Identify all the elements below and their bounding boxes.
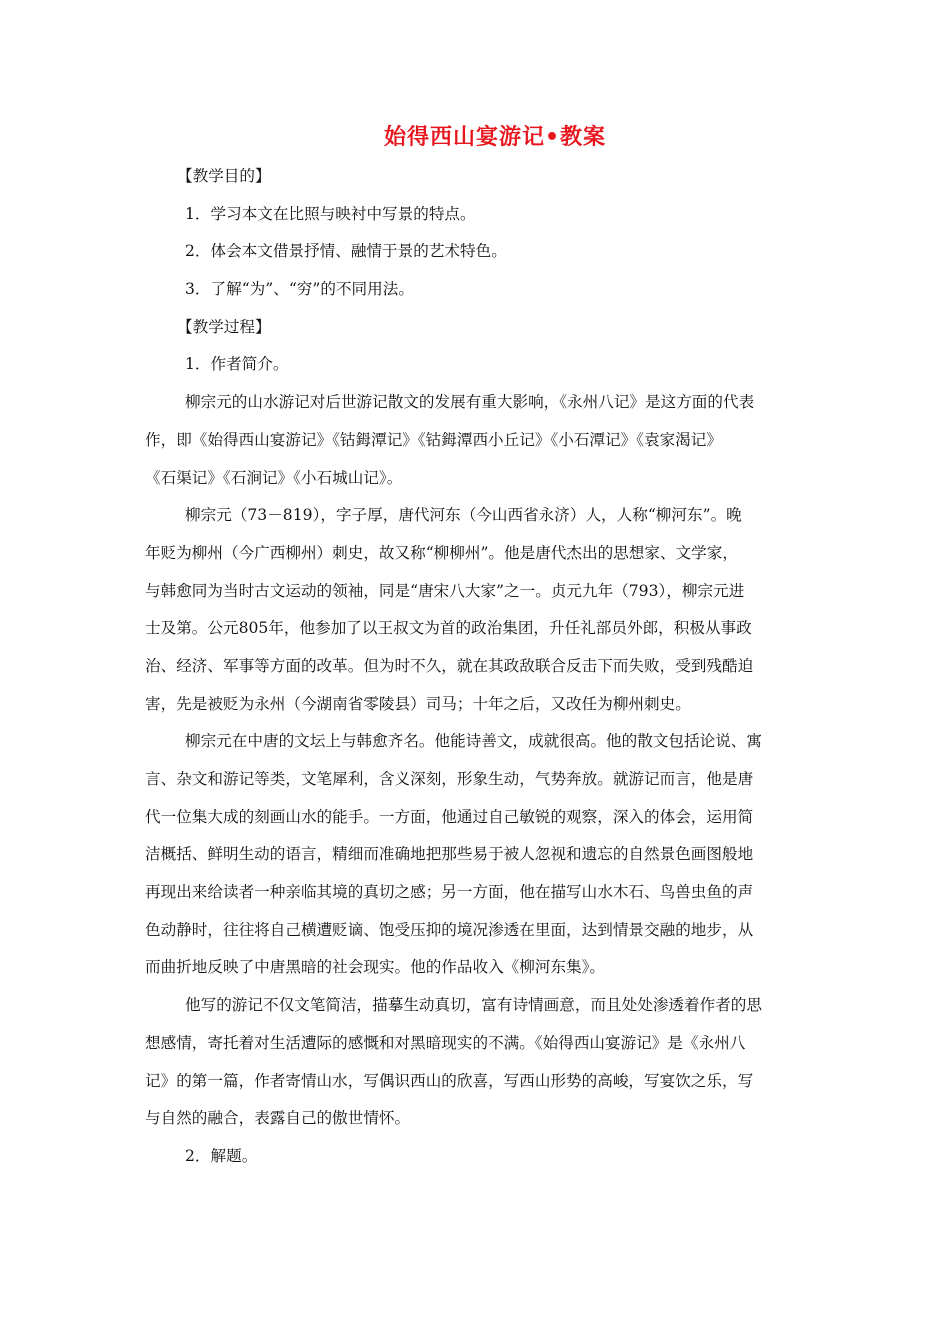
text-line: 再现出来给读者一种亲临其境的真切之感；另一方面，他在描写山水木石、鸟兽虫鱼的声 <box>145 883 754 902</box>
text-line: 害，先是被贬为永州（今湖南省零陵县）司马；十年之后，又改任为柳州刺史。 <box>145 694 691 713</box>
section-heading: 【教学过程】 <box>177 317 271 336</box>
text-line: 1．学习本文在比照与映衬中写景的特点。 <box>185 204 476 223</box>
text-line: 色动静时，往往将自己横遭贬谪、饱受压抑的境况渗透在里面，达到情景交融的地步，从 <box>145 920 754 939</box>
text-line: 柳宗元（73－819），字子厚，唐代河东（今山西省永济）人，人称“柳河东”。晚 <box>185 506 742 525</box>
text-line: 言、杂文和游记等类，文笔犀利，含义深刻，形象生动，气势奔放。就游记而言，他是唐 <box>145 770 754 788</box>
text-line: 治、经济、军事等方面的改革。但为时不久，就在其政敌联合反击下而失败，受到残酷迫 <box>145 656 754 675</box>
text-line: 3．了解“为”、“穷”的不同用法。 <box>185 280 414 299</box>
text-line: 记》的第一篇，作者寄情山水，写偶识西山的欣喜，写西山形势的高峻，写宴饮之乐，写 <box>145 1071 754 1090</box>
text-line: 年贬为柳州（今广西柳州）刺史，故又称“柳柳州”。他是唐代杰出的思想家、文学家， <box>145 543 738 562</box>
text-line: 而曲折地反映了中唐黑暗的社会现实。他的作品收入《柳河东集》。 <box>145 958 606 977</box>
text-line: 代一位集大成的刻画山水的能手。一方面，他通过自己敏锐的观察，深入的体会，运用简 <box>145 807 754 826</box>
text-line: 想感情，寄托着对生活遭际的感慨和对黑暗现实的不满。《始得西山宴游记》是《永州八 <box>145 1033 746 1052</box>
document-title: 始得西山宴游记•教案 <box>383 125 607 150</box>
text-line: 作，即《始得西山宴游记》《钴鉧潭记》《钴鉧潭西小丘记》《小石潭记》《袁家渴记》 <box>145 430 722 449</box>
text-line: 《石渠记》《石涧记》《小石城山记》。 <box>145 468 403 487</box>
text-line: 与韩愈同为当时古文运动的领袖，同是“唐宋八大家”之一。贞元九年（793），柳宗元进 <box>145 581 745 600</box>
text-line: 柳宗元的山水游记对后世游记散文的发展有重大影响，《永州八记》是这方面的代表 <box>185 393 755 412</box>
text-line: 他写的游记不仅文笔简洁，描摹生动真切，富有诗情画意，而且处处渗透着作者的思 <box>185 996 762 1015</box>
document-body <box>145 158 810 1176</box>
text-line: 士及第。公元805年，他参加了以王叔文为首的政治集团，升任礼部员外郎，积极从事政 <box>145 619 752 638</box>
text-line: 1．作者简介。 <box>185 355 289 374</box>
text-line: 柳宗元在中唐的文坛上与韩愈齐名。他能诗善文，成就很高。他的散文包括论说、寓 <box>185 732 762 751</box>
text-line: 2．解题。 <box>185 1146 258 1165</box>
text-line: 洁概括、鲜明生动的语言，精细而准确地把那些易于被人忽视和遗忘的自然景色画图般地 <box>145 845 754 864</box>
text-line: 与自然的融合，表露自己的傲世情怀。 <box>145 1109 411 1128</box>
section-heading: 【教学目的】 <box>177 167 271 185</box>
text-line: 2．体会本文借景抒情、融情于景的艺术特色。 <box>185 242 507 261</box>
